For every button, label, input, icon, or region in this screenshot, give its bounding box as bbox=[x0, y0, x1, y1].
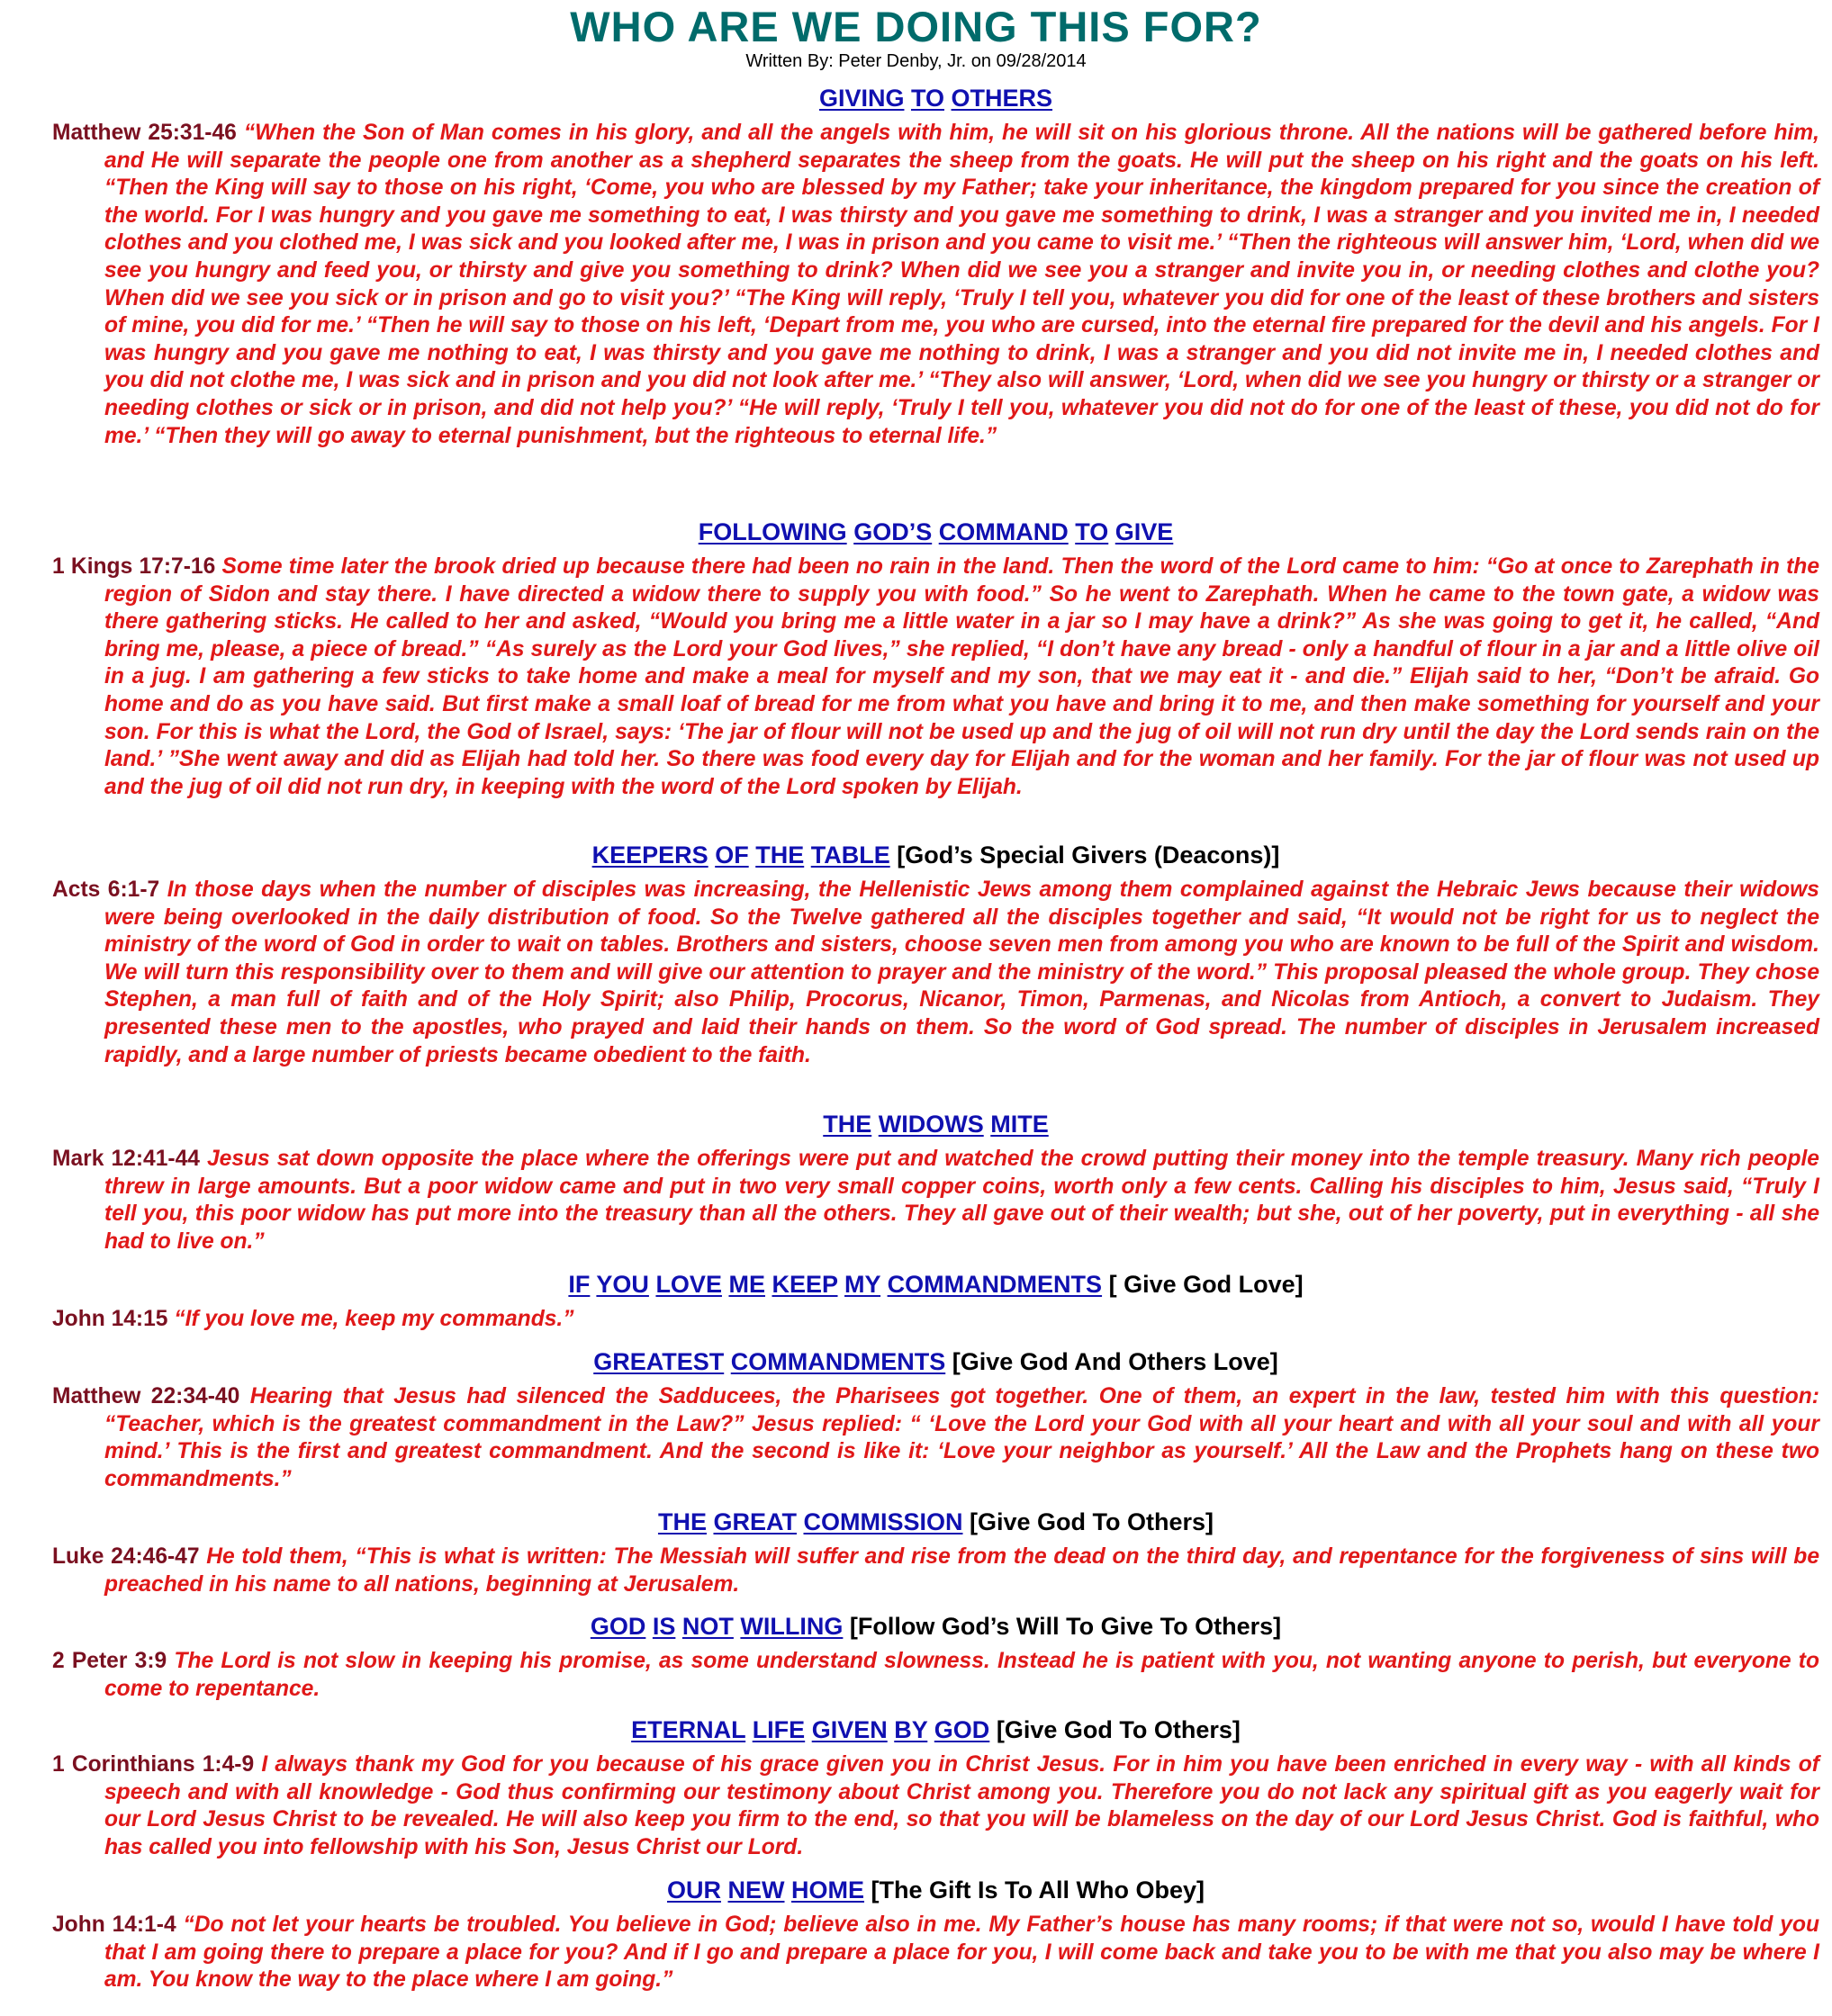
section-god-is-not-willing bbox=[52, 1613, 1819, 1725]
section-heading: GREATEST COMMANDMENTS [Give God And Others Love] bbox=[593, 1348, 1278, 1375]
scripture-passage bbox=[52, 1912, 1819, 1994]
scripture-text: “When the Son of Man comes in his glory, and all the angels with him, he will sit on his glorious throne. All the nations will be gathered before him, and He will separate the people one from another as a shepherd separates the sheep from the goats. He will put the sheep on his right and the goats on his left. “Then the King will say to those on his right, ‘Come, you who are blessed by my Father; take your inheritance, the kingdom prepared for you since the creation of the world. For I was hungry and you gave me something to eat, I was thirsty and you gave me something to drink, I was a stranger and you invited me in, I needed clothes and you clothed me, I was sick and you looked after me, I was in prison and you came to visit me.’ “Then the righteous will answer him, ‘Lord, when did we see you hungry and feed you, or thirsty and give you something to drink? When did we see you a stranger and invite you in, or needing clothes and clothe you? When did we see you sick or in prison and go to visit you?’ “The King will reply, ‘Truly I tell you, whatever you did for one of the least of these brothers and sisters of mine, you did for me.’ “Then he will say to those on his left, ‘Depart from me, you who are cursed, into the eternal fire prepared for the devil and his angels. For I was hungry and you gave me nothing to eat, I was thirsty and you gave me nothing to drink, I was a stranger and you did not invite me in, I needed clothes and you did not clothe me, I was sick and in prison and you did not look after me.’ “They also will answer, ‘Lord, when did we see you hungry or thirsty or a stranger or needing clothes or sick or in prison, and did not help you?’ “He will reply, ‘Truly I tell you, whatever you did not do for one of the least of these, you did not do for me.’ “Then they will go away to eternal punishment, but the righteous to eternal life.” bbox=[104, 121, 1820, 448]
scripture-reference: 1 Corinthians 1:4-9 bbox=[52, 1752, 255, 1777]
scripture-passage bbox=[52, 1146, 1819, 1256]
scripture-text: In those days when the number of disciples was increasing, the Hellenistic Jews among them complained against the Hebraic Jews because their widows were being overlooked in the daily distribution of food. So the Twelve gathered all the disciples together and said, “It would not be right for us to neglect the ministry of the word of God in order to wait on tables. Brothers and sisters, choose seven men from among you who are known to be full of the Spirit and wisdom. We will turn this responsibility over to them and will give our attention to prayer and the ministry of the word.” This proposal pleased the whole group. They chose Stephen, a man full of faith and of the Holy Spirit; also Philip, Procorus, Nicanor, Timon, Parmenas, and Nicolas from Antioch, a convert to Judaism. They presented these men to the apostles, who prayed and laid their hands on them. So the word of God spread. The number of disciples in Jerusalem increased rapidly, and a large number of priests became obedient to the faith. bbox=[104, 878, 1819, 1067]
section-following-gods-command bbox=[52, 518, 1819, 824]
section-heading: THE WIDOWS MITE bbox=[823, 1111, 1049, 1138]
section-heading: ETERNAL LIFE GIVEN BY GOD [Give God To Others] bbox=[631, 1716, 1241, 1743]
scripture-text: Jesus sat down opposite the place where the offerings were put and watched the crowd putting their money into the temple treasury. Many rich people threw in large amounts. But a poor widow came and put in two very small copper coins, worth only a few cents. Calling his disciples to him, Jesus said, “Truly I tell you, this poor widow has put more into the treasury than all the others. They all gave out of their wealth; but she, out of her poverty, put in everything - all she had to live on.” bbox=[104, 1147, 1819, 1254]
section-the-great-commission bbox=[52, 1508, 1819, 1621]
scripture-reference: John 14:1-4 bbox=[52, 1912, 176, 1937]
section-heading: THE GREAT COMMISSION [Give God To Others] bbox=[657, 1508, 1214, 1535]
section-heading: IF YOU LOVE ME KEEP MY COMMANDMENTS [ Give God Love] bbox=[568, 1271, 1304, 1298]
scripture-reference: 1 Kings 17:7-16 bbox=[52, 554, 216, 579]
section-greatest-commandments bbox=[52, 1348, 1819, 1516]
scripture-passage bbox=[52, 120, 1819, 450]
section-heading: OUR NEW HOME [The Gift Is To All Who Obey] bbox=[666, 1876, 1205, 1904]
section-note: [Give God And Others Love] bbox=[952, 1348, 1278, 1375]
scripture-reference: Matthew 25:31-46 bbox=[52, 121, 237, 145]
scripture-reference: Acts 6:1-7 bbox=[52, 878, 160, 902]
scripture-text: Some time later the brook dried up because there had been no rain in the land. Then the word of the Lord came to him: “Go at once to Zarephath in the region of Sidon and stay there. I have directed a widow there to supply you with food.” So he went to Zarephath. When he came to the town gate, a widow was there gathering sticks. He called to her and asked, “Would you bring me a little water in a jar so I may have a drink?” As she was going to get it, he called, “And bring me, please, a piece of bread.” “As surely as the Lord your God lives,” she replied, “I don’t have any bread - only a handful of flour in a jar and a little olive oil in a jug. I am gathering a few sticks to take home and make a meal for myself and my son, that we may eat it - and die.” Elijah said to her, “Don’t be afraid. Go home and do as you have said. But first make a small loaf of bread for me from what you have and bring it to me, and then make something for yourself and your son. For this is what the Lord, the God of Israel, says: ‘The jar of flour will not be used up and the jug of oil will not run dry until the day the Lord sends rain on the land.’ ”She went away and did as Elijah had told her. So there was food every day for Elijah and for the woman and her family. For the jar of flour was not used up and the jug of oil did not run dry, in keeping with the word of the Lord spoken by Elijah. bbox=[104, 554, 1819, 799]
section-eternal-life bbox=[52, 1716, 1819, 1884]
scripture-passage bbox=[52, 1648, 1819, 1703]
section-heading: KEEPERS OF THE TABLE [God’s Special Givers (Deacons)] bbox=[591, 842, 1280, 868]
scripture-text: He told them, “This is what is written: The Messiah will suffer and rise from the dead on the third day, and repentance for the forgiveness of sins will be preached in his name to all nations, beginning at Jerusalem. bbox=[104, 1544, 1820, 1597]
scripture-text: “Do not let your hearts be troubled. You believe in God; believe also in me. My Father’s house has many rooms; if that were not so, would I have told you that I am going there to prepare a place for you? And if I go and prepare a place for you, I will come back and take you to be with me that you also may be where I am. You know the way to the place where I am going.” bbox=[104, 1912, 1819, 1993]
scripture-reference: Matthew 22:34-40 bbox=[52, 1384, 240, 1408]
section-note: [God’s Special Givers (Deacons)] bbox=[897, 842, 1280, 868]
document-byline: Written By: Peter Denby, Jr. on 09/28/2014 bbox=[745, 51, 1087, 71]
section-heading: GOD IS NOT WILLING [Follow God’s Will To Give To Others] bbox=[590, 1613, 1282, 1640]
scripture-passage bbox=[52, 877, 1819, 1069]
section-the-widows-mite bbox=[52, 1111, 1819, 1278]
scripture-text: The Lord is not slow in keeping his promise, as some understand slowness. Instead he is patient with you, not wanting anyone to perish, but everyone to come to repentance. bbox=[104, 1649, 1819, 1701]
section-note: [Follow God’s Will To Give To Others] bbox=[849, 1613, 1282, 1640]
section-heading: FOLLOWING GOD’S COMMAND TO GIVE bbox=[698, 518, 1174, 545]
scripture-passage bbox=[52, 1306, 1819, 1334]
scripture-passage bbox=[52, 554, 1819, 801]
section-note: [ Give God Love] bbox=[1108, 1271, 1304, 1298]
scripture-text: Hearing that Jesus had silenced the Sadducees, the Pharisees got together. One of them, an expert in the law, tested him with this question: “Teacher, which is the greatest commandment in the Law?” Jesus replied: “ ‘Love the Lord your God with all your heart and with all your soul and with all your mind.’ This is the first and greatest commandment. And the second is like it: ‘Love your neighbor as yourself.’ All the Law and the Prophets hang on these two commandments.” bbox=[104, 1384, 1819, 1491]
section-keepers-of-the-table bbox=[52, 842, 1819, 1092]
section-note: [Give God To Others] bbox=[996, 1716, 1241, 1743]
scripture-passage bbox=[52, 1751, 1819, 1861]
scripture-reference: Mark 12:41-44 bbox=[52, 1147, 200, 1171]
scripture-reference: Luke 24:46-47 bbox=[52, 1544, 200, 1569]
scripture-reference: 2 Peter 3:9 bbox=[52, 1649, 167, 1673]
scripture-passage bbox=[52, 1544, 1819, 1598]
section-note: [The Gift Is To All Who Obey] bbox=[871, 1876, 1205, 1904]
section-heading: GIVING TO OTHERS bbox=[818, 85, 1053, 112]
section-if-you-love-me bbox=[52, 1271, 1819, 1355]
document-title: WHO ARE WE DOING THIS FOR? bbox=[570, 3, 1262, 50]
section-our-new-home bbox=[52, 1876, 1819, 2016]
scripture-reference: John 14:15 bbox=[52, 1307, 168, 1331]
scripture-text: “If you love me, keep my commands.” bbox=[174, 1307, 574, 1331]
scripture-text: I always thank my God for you because of his grace given you in Christ Jesus. For in him you have been enriched in every way - with all kinds of speech and with all knowledge - God thus confirming our testimony about Christ among you. Therefore you do not lack any spiritual gift as you eagerly wait for our Lord Jesus Christ to be revealed. He will also keep you firm to the end, so that you will be blameless on the day of our Lord Jesus Christ. God is faithful, who has called you into fellowship with his Son, Jesus Christ our Lord. bbox=[104, 1752, 1819, 1859]
section-note: [Give God To Others] bbox=[970, 1508, 1214, 1535]
scripture-passage bbox=[52, 1383, 1819, 1493]
section-giving-to-others bbox=[52, 85, 1819, 472]
